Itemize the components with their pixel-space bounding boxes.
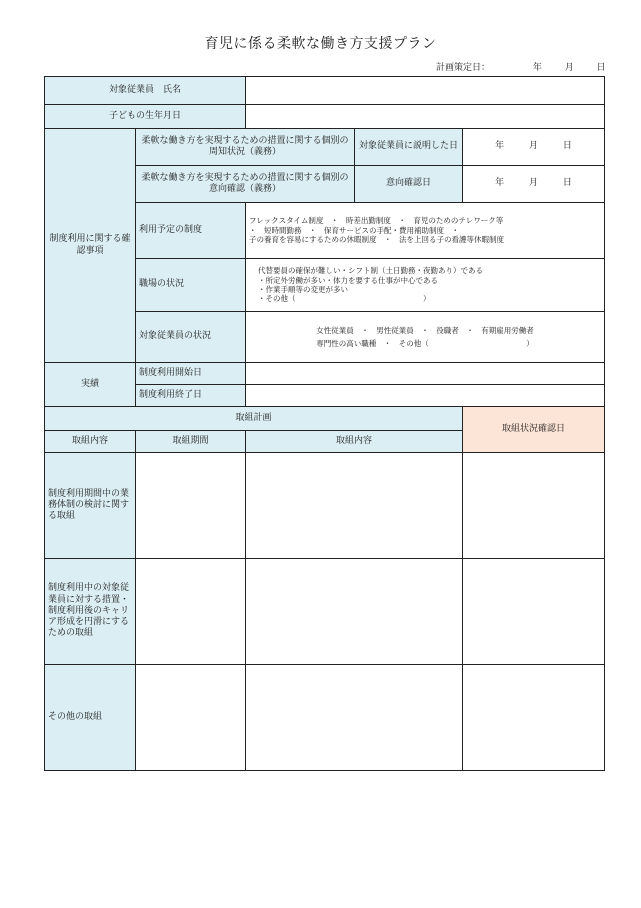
planned-system-line-1: フレックスタイム制度 ・ 時差出勤制度 ・ 育児のためのテレワーク等 <box>249 216 504 226</box>
planned-system-options[interactable] <box>246 203 605 259</box>
intent-date-field[interactable] <box>463 166 605 203</box>
column-header-detail: 取組内容 <box>246 431 463 453</box>
support-plan-table <box>44 76 605 771</box>
workplace-line-1: 代替要員の確保が難しい・シフト制（土日勤務・夜勤あり）である <box>258 266 484 276</box>
workplace-line-3: ・作業手順等の変更が多い <box>258 285 349 294</box>
planned-system-label: 利用予定の制度 <box>136 203 246 259</box>
plan-item-2-check-date[interactable] <box>463 559 605 665</box>
confirm-section-label: 制度利用に関する確認事項 <box>45 129 136 363</box>
notice-date-field[interactable] <box>463 129 605 166</box>
plan-item-3-content[interactable] <box>246 665 463 771</box>
plan-item-1-label: 制度利用期間中の業務体制の検討に関する取組 <box>45 453 136 559</box>
end-date-label: 制度利用終了日 <box>136 385 246 407</box>
plan-item-2-content[interactable] <box>246 559 463 665</box>
plan-date-label: 計画策定日： <box>436 63 491 73</box>
intent-day: 日 <box>562 178 572 189</box>
end-date-field[interactable] <box>246 385 605 407</box>
employee-name-field[interactable] <box>246 77 605 105</box>
column-header-period: 取組期間 <box>136 431 246 453</box>
plan-date <box>436 60 606 73</box>
plan-item-3-check-date[interactable] <box>463 665 605 771</box>
child-birthday-field[interactable] <box>246 105 605 129</box>
plan-date-day: 日 <box>596 63 606 73</box>
child-birthday-label: 子どもの生年月日 <box>45 105 246 129</box>
intent-year: 年 <box>495 178 505 189</box>
notice-month: 月 <box>529 141 539 152</box>
workplace-line-2: ・所定外労働が多い・体力を要する仕事が中心である <box>258 275 439 285</box>
plan-item-2-period[interactable] <box>136 559 246 665</box>
plan-item-1-period[interactable] <box>136 453 246 559</box>
employee-name-label: 対象従業員 氏名 <box>45 77 246 105</box>
notice-label: 柔軟な働き方を実現するための措置に関する個別の周知状況（義務） <box>136 129 355 166</box>
column-header-content: 取組内容 <box>45 431 136 453</box>
plan-item-1-content[interactable] <box>246 453 463 559</box>
workplace-line-4: ・その他（ ） <box>258 294 431 304</box>
results-label: 実績 <box>45 363 136 407</box>
workplace-label: 職場の状況 <box>136 259 246 312</box>
employee-status-line-1: 女性従業員 ・ 男性従業員 ・ 役職者 ・ 有期雇用労働者 <box>316 325 534 335</box>
notice-year: 年 <box>495 141 505 152</box>
plan-item-3-label: その他の取組 <box>45 665 136 771</box>
intent-sub-label: 意向確認日 <box>355 166 463 203</box>
intent-month: 月 <box>529 178 539 189</box>
plan-item-1-check-date[interactable] <box>463 453 605 559</box>
start-date-label: 制度利用開始日 <box>136 363 246 385</box>
planned-system-line-2: ・ 短時間勤務 ・ 保育サービスの手配・費用補助制度 ・ <box>249 225 460 235</box>
notice-day: 日 <box>562 141 572 152</box>
start-date-field[interactable] <box>246 363 605 385</box>
intent-label: 柔軟な働き方を実現するための措置に関する個別の意向確認（義務） <box>136 166 355 203</box>
employee-status-line-2: 専門性の高い職種 ・ その他（ ） <box>316 339 534 348</box>
employee-status-options[interactable] <box>246 312 605 363</box>
notice-sub-label: 対象従業員に説明した日 <box>355 129 463 166</box>
employee-status-label: 対象従業員の状況 <box>136 312 246 363</box>
document-title: 育児に係る柔軟な働き方支援プラン <box>204 36 437 52</box>
plan-item-2-label: 制度利用中の対象従業員に対する措置・制度利用後のキャリア形成を円滑にするための取組 <box>45 559 136 665</box>
plan-date-year: 年 <box>532 63 542 73</box>
plan-date-month: 月 <box>564 63 574 73</box>
planned-system-line-3: 子の養育を容易にするための休暇制度 ・ 法を上回る子の看護等休暇制度 <box>249 235 505 245</box>
plan-header: 取組計画 <box>45 407 463 431</box>
status-check-header: 取組状況確認日 <box>463 407 605 453</box>
plan-item-3-period[interactable] <box>136 665 246 771</box>
workplace-options[interactable] <box>246 259 605 312</box>
